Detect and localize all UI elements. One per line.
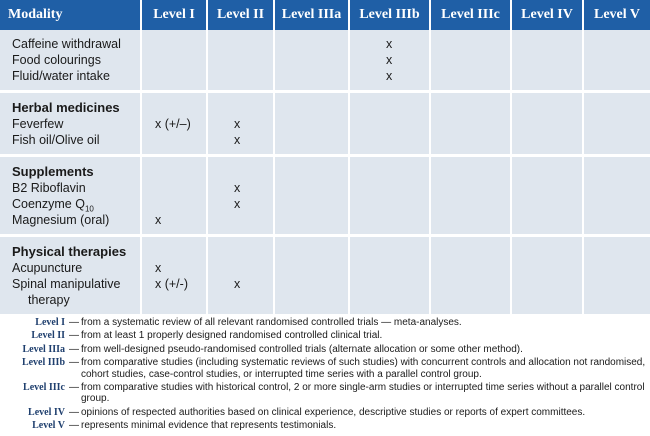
group-title: Herbal medicines (12, 100, 120, 115)
level-i-cell (141, 236, 207, 315)
evidence-mark: x (234, 181, 241, 195)
level-iiib-cell (349, 30, 430, 92)
legend-key: Level I (35, 317, 65, 328)
legend-text: from well-designed pseudo-randomised controlled trials (alternate allocation or some other method). (81, 343, 523, 355)
legend-row (0, 420, 650, 431)
legend-text: from comparative studies with historical control, 2 or more single-arm studies or interrupted time series without a parallel control group. (81, 382, 645, 405)
level-v-cell (583, 156, 650, 236)
level-ii-cell (207, 236, 274, 315)
table-row (0, 236, 650, 315)
level-iiib-cell (349, 156, 430, 236)
level-iiia-cell (274, 92, 349, 156)
legend-row (0, 317, 650, 328)
legend-dash: — (69, 420, 79, 432)
level-iv-cell (511, 92, 583, 156)
legend-key: Level IIIb (21, 357, 65, 369)
table-row (0, 92, 650, 156)
header-level-i: Level I (141, 0, 207, 30)
legend-text: opinions of respected authorities based on clinical experience, descriptive studies or reports of expert committees. (81, 406, 586, 418)
evidence-mark: x (386, 69, 393, 83)
legend-text: from a systematic review of all relevant randomised controlled trials — meta-analyses. (81, 317, 462, 328)
evidence-mark: x (234, 197, 241, 211)
evidence-mark (208, 260, 273, 276)
legend-text: represents minimal evidence that represents testimonials. (81, 420, 337, 432)
evidence-mark: x (234, 277, 241, 291)
level-v-cell (583, 236, 650, 315)
level-iiib-cell (349, 236, 430, 315)
level-iiia-cell (274, 236, 349, 315)
level-iiia-cell (274, 156, 349, 236)
modality-name: Food colourings (12, 53, 101, 67)
header-level-iiic: Level IIIc (430, 0, 511, 30)
evidence-mark: x (386, 37, 393, 51)
legend-row (0, 357, 650, 380)
level-i-cell (141, 30, 207, 92)
modality-cell (0, 30, 141, 92)
evidence-mark: x (386, 53, 393, 67)
header-modality: Modality (0, 0, 141, 30)
level-iv-cell (511, 156, 583, 236)
modality-cell (0, 236, 141, 315)
legend-key: Level IV (28, 406, 65, 418)
level-iiic-cell (430, 236, 511, 315)
evidence-mark: x (+/–) (155, 117, 191, 131)
table-header-row (0, 0, 650, 30)
legend-dash: — (69, 330, 79, 342)
level-v-cell (583, 30, 650, 92)
legend-dash: — (69, 382, 79, 394)
modality-name: Magnesium (oral) (12, 213, 110, 227)
modality-cell (0, 156, 141, 236)
table-row (0, 156, 650, 236)
evidence-mark: x (+/-) (155, 277, 188, 291)
legend-dash: — (69, 406, 79, 418)
level-iiic-cell (430, 156, 511, 236)
evidence-mark: x (234, 117, 241, 131)
legend-key: Level IIIa (22, 343, 65, 355)
legend-row (0, 344, 650, 355)
legend-row (0, 382, 650, 405)
modality-name: Feverfew (12, 117, 64, 131)
modality-name: B2 Riboflavin (12, 181, 86, 195)
group-title: Supplements (12, 164, 94, 179)
evidence-mark (142, 180, 206, 196)
level-ii-cell (207, 92, 274, 156)
group-title: Physical therapies (12, 244, 127, 259)
legend-key: Level II (31, 330, 65, 342)
legend-text: from at least 1 properly designed randomised controlled clinical trial. (81, 330, 383, 342)
header-level-ii: Level II (207, 0, 274, 30)
legend-key: Level V (32, 420, 65, 432)
level-iiia-cell (274, 30, 349, 92)
legend-row (0, 330, 650, 341)
level-iiic-cell (430, 30, 511, 92)
header-level-iv: Level IV (511, 0, 583, 30)
header-level-v: Level V (583, 0, 650, 30)
legend-dash: — (69, 343, 79, 355)
subscript: 10 (84, 204, 94, 214)
level-iv-cell (511, 30, 583, 92)
evidence-mark (142, 196, 206, 212)
level-iv-cell (511, 236, 583, 315)
modality-cell (0, 92, 141, 156)
modality-name: Fish oil/Olive oil (12, 133, 100, 147)
level-v-cell (583, 92, 650, 156)
level-i-cell (141, 156, 207, 236)
table-row (0, 30, 650, 92)
modality-name: Fluid/water intake (12, 69, 110, 83)
evidence-mark (142, 132, 206, 148)
modality-name (12, 196, 140, 212)
evidence-mark: x (234, 133, 241, 147)
evidence-mark (208, 212, 273, 228)
level-ii-cell (207, 30, 274, 92)
level-i-cell (141, 92, 207, 156)
level-ii-cell (207, 156, 274, 236)
evidence-mark: x (155, 261, 162, 275)
modality-name-continued: therapy (28, 293, 70, 307)
legend-row (0, 407, 650, 418)
modality-name: Caffeine withdrawal (12, 37, 121, 51)
modality-name: Spinal manipulative (12, 277, 121, 291)
header-level-iiib: Level IIIb (349, 0, 430, 30)
modality-name-text: Coenzyme Q (12, 197, 85, 211)
level-iiib-cell (349, 92, 430, 156)
legend-dash: — (69, 357, 79, 369)
header-level-iiia: Level IIIa (274, 0, 349, 30)
legend-dash: — (69, 317, 79, 328)
evidence-mark: x (155, 213, 162, 227)
evidence-level-legend (0, 317, 650, 434)
modality-name: Acupuncture (12, 261, 83, 275)
legend-key: Level IIIc (23, 382, 65, 394)
legend-text: from comparative studies (including systematic reviews of such studies) with concurrent controls and allocation not randomised, cohort studies, case-control studies, or interrupted time series with a parallel control group. (81, 357, 646, 380)
level-iiic-cell (430, 92, 511, 156)
